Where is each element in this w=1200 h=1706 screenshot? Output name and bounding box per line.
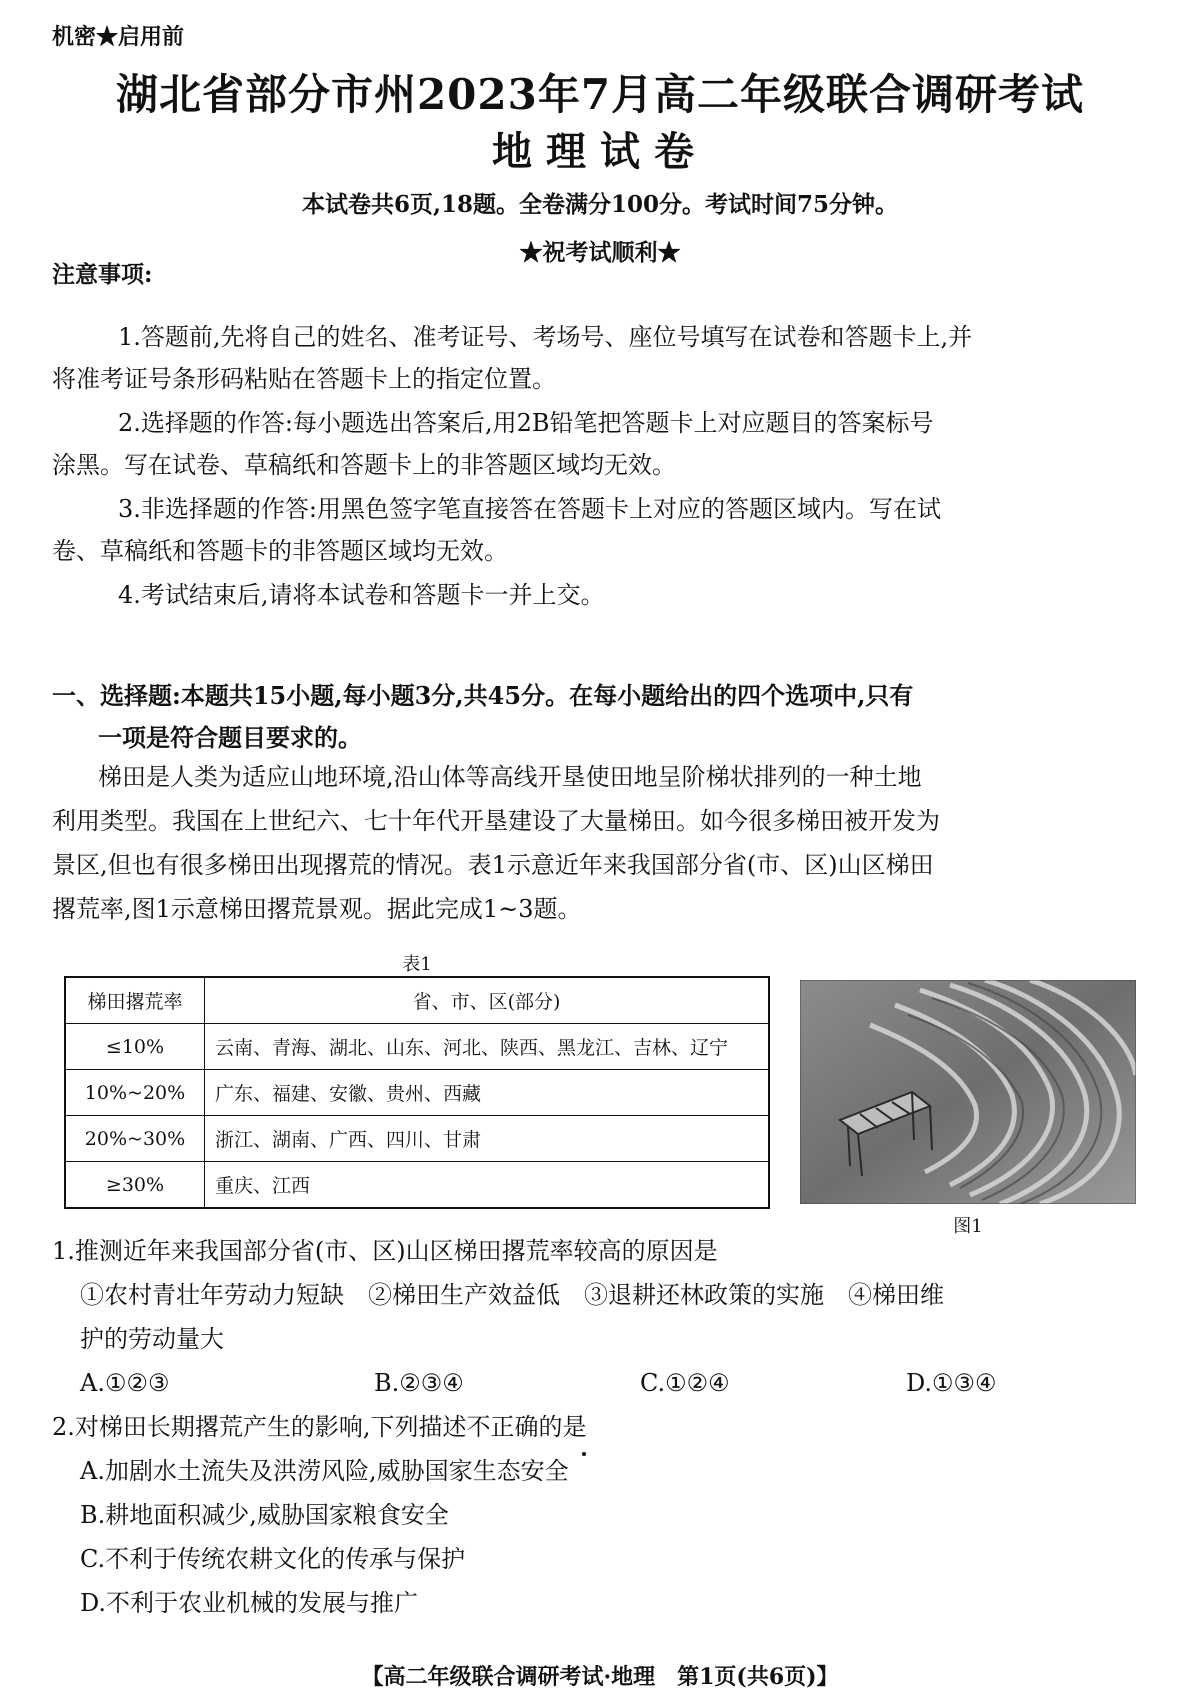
page-footer: 【高二年级联合调研考试·地理 第1页(共6页)】 [361,1664,839,1690]
table-cell: ≤10% [65,1024,205,1070]
notes-line: 2.选择题的作答:每小题选出答案后,用2B铅笔把答题卡上对应题目的答案标号 [118,409,934,437]
question-2-option-c: C.不利于传统农耕文化的传承与保护 [80,1545,466,1573]
passage-line: 景区,但也有很多梯田出现撂荒的情况。表1示意近年来我国部分省(市、区)山区梯田 [52,851,934,879]
table-row [65,1116,769,1162]
notes-heading: 注意事项: [52,261,153,288]
table-header-cell: 省、市、区(部分) [205,977,770,1024]
table-row [65,1070,769,1116]
table-row [65,1162,769,1209]
table-cell: ≥30% [65,1162,205,1209]
terrace-illustration [800,980,1136,1204]
notes-line: 将准考证号条形码粘贴在答题卡上的指定位置。 [52,365,556,393]
abandonment-rate-table [64,976,770,1209]
question-1-option-a: A.①②③ [80,1369,170,1397]
table-caption: 表1 [402,954,432,975]
table-cell: 广东、福建、安徽、贵州、西藏 [205,1070,770,1116]
notes-line: 3.非选择题的作答:用黑色签字笔直接答在答题卡上对应的答题区域内。写在试 [118,495,941,523]
confidential-label: 机密★启用前 [52,24,185,50]
question-2-option-d: D.不利于农业机械的发展与推广 [80,1589,419,1617]
passage-line: 撂荒率,图1示意梯田撂荒景观。据此完成1~3题。 [52,895,582,923]
figure-caption: 图1 [953,1216,983,1237]
question-2-stem: 2.对梯田长期撂荒产生的影响,下列描述不正确的是 [52,1413,587,1441]
question-1-items-cont: 护的劳动量大 [80,1325,224,1353]
exam-info: 本试卷共6页,18题。全卷满分100分。考试时间75分钟。 [301,191,899,218]
section-heading: 一、选择题:本题共15小题,每小题3分,共45分。在每小题给出的四个选项中,只有 [52,681,914,710]
exam-subtitle: 地理试卷 [492,128,708,175]
question-1-items: ①农村青壮年劳动力短缺 ②梯田生产效益低 ③退耕还林政策的实施 ④梯田维 [80,1281,944,1309]
table-row [65,1024,769,1070]
section-heading-cont: 一项是符合题目要求的。 [98,723,362,752]
question-2-option-a: A.加剧水土流失及洪涝风险,威胁国家生态安全 [80,1457,569,1485]
table-cell: 重庆、江西 [205,1162,770,1209]
notes-line: 卷、草稿纸和答题卡的非答题区域均无效。 [52,537,508,565]
passage-line: 利用类型。我国在上世纪六、七十年代开垦建设了大量梯田。如今很多梯田被开发为 [52,807,940,835]
table-cell: 10%~20% [65,1070,205,1116]
table-header-row [65,977,769,1024]
notes-line: 1.答题前,先将自己的姓名、准考证号、考场号、座位号填写在试卷和答题卡上,并 [118,323,973,351]
question-1-option-d: D.①③④ [906,1369,997,1397]
notes-line: 4.考试结束后,请将本试卷和答题卡一并上交。 [118,581,605,609]
passage-line: 梯田是人类为适应山地环境,沿山体等高线开垦使田地呈阶梯状排列的一种土地 [98,763,922,791]
table-header-cell: 梯田撂荒率 [65,977,205,1024]
terrace-photo [800,980,1136,1204]
question-1-stem: 1.推测近年来我国部分省(市、区)山区梯田撂荒率较高的原因是 [52,1237,718,1265]
question-1-option-b: B.②③④ [374,1369,464,1397]
question-2-option-b: B.耕地面积减少,威胁国家粮食安全 [80,1501,449,1529]
exam-title: 湖北省部分市州2023年7月高二年级联合调研考试 [115,70,1085,119]
table-cell: 云南、青海、湖北、山东、河北、陕西、黑龙江、吉林、辽宁 [205,1024,770,1070]
table-cell: 20%~30% [65,1116,205,1162]
table-cell: 浙江、湖南、广西、四川、甘肃 [205,1116,770,1162]
emphasis-dot [582,1452,586,1456]
notes-line: 涂黑。写在试卷、草稿纸和答题卡上的非答题区域均无效。 [52,451,676,479]
question-1-option-c: C.①②④ [640,1369,730,1397]
good-luck-banner: ★祝考试顺利★ [519,239,681,266]
